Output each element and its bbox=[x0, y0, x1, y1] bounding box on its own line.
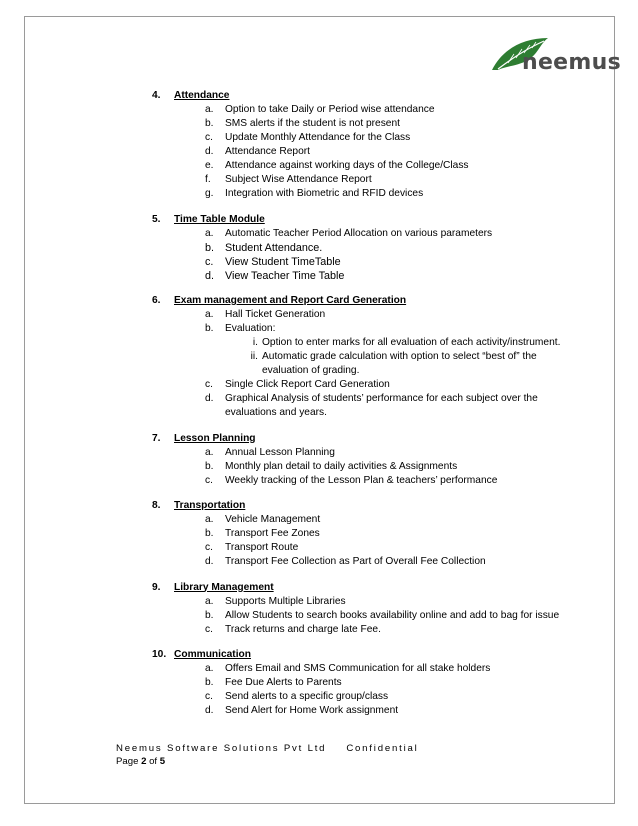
list-item bbox=[152, 690, 592, 704]
neemus-logo bbox=[488, 36, 621, 84]
list-marker: f. bbox=[205, 174, 211, 185]
section bbox=[152, 432, 592, 488]
list-item bbox=[152, 145, 592, 159]
list-item-text: Automatic grade calculation with option to select “best of” the bbox=[262, 351, 537, 362]
page-number bbox=[116, 755, 419, 768]
list-marker: c. bbox=[205, 542, 213, 553]
list-item-text: Evaluation: bbox=[225, 323, 276, 334]
list-item-text: Transport Fee Collection as Part of Overall Fee Collection bbox=[225, 556, 486, 567]
section-heading: Time Table Module bbox=[174, 213, 265, 225]
document-body bbox=[152, 89, 592, 730]
list-item bbox=[152, 159, 592, 173]
list-marker: a. bbox=[205, 595, 214, 607]
list-item-text: Hall Ticket Generation bbox=[225, 309, 326, 320]
list-marker: d. bbox=[205, 146, 214, 157]
list-item-text: Student Attendance. bbox=[225, 241, 323, 254]
list-item bbox=[152, 662, 592, 676]
list-item-text: View Student TimeTable bbox=[225, 255, 341, 268]
list-item bbox=[152, 322, 592, 336]
list-marker: c. bbox=[205, 623, 213, 635]
section-heading: Attendance bbox=[174, 90, 230, 101]
section-heading: Transportation bbox=[174, 500, 246, 511]
list-item bbox=[152, 378, 592, 392]
logo-text: neemus bbox=[522, 50, 621, 75]
list-item bbox=[152, 392, 592, 406]
list-item bbox=[152, 623, 592, 637]
list-item bbox=[152, 513, 592, 527]
list-item bbox=[152, 350, 592, 364]
section bbox=[152, 294, 592, 420]
section-heading: Library Management bbox=[174, 581, 274, 593]
list-marker: ii. bbox=[250, 351, 258, 362]
list-marker: c. bbox=[205, 255, 214, 268]
list-item bbox=[152, 308, 592, 322]
list-item-text: Annual Lesson Planning bbox=[225, 446, 335, 458]
list-marker: d. bbox=[205, 705, 214, 716]
list-marker: i. bbox=[252, 337, 258, 348]
section-title bbox=[152, 432, 592, 446]
page-current: 2 bbox=[141, 756, 147, 767]
list-item bbox=[152, 406, 592, 420]
list-marker: g. bbox=[205, 188, 214, 199]
section-heading: Exam management and Report Card Generation bbox=[174, 295, 407, 306]
list-item bbox=[152, 704, 592, 718]
section-number: 9. bbox=[152, 581, 161, 593]
section-number: 4. bbox=[152, 90, 161, 101]
list-marker: e. bbox=[205, 160, 214, 171]
list-item-text: Send alerts to a specific group/class bbox=[225, 691, 389, 702]
list-item-text: Attendance against working days of the College/Class bbox=[225, 160, 469, 171]
list-item bbox=[152, 255, 592, 269]
list-item bbox=[152, 460, 592, 474]
section bbox=[152, 648, 592, 718]
list-item bbox=[152, 336, 592, 350]
section-title bbox=[152, 213, 592, 227]
list-item-text: evaluations and years. bbox=[225, 407, 327, 418]
list-marker: d. bbox=[205, 393, 214, 404]
list-item-text: Vehicle Management bbox=[225, 514, 321, 525]
list-item bbox=[152, 474, 592, 488]
list-marker: a. bbox=[205, 227, 214, 239]
list-item bbox=[152, 446, 592, 460]
list-item-text: Offers Email and SMS Communication for all stake holders bbox=[225, 663, 491, 674]
list-marker: a. bbox=[205, 309, 214, 320]
list-item bbox=[152, 527, 592, 541]
list-marker: c. bbox=[205, 691, 213, 702]
section-number: 10. bbox=[152, 649, 167, 660]
list-item-text: SMS alerts if the student is not present bbox=[225, 118, 400, 129]
list-marker: b. bbox=[205, 528, 214, 539]
list-marker: b. bbox=[205, 677, 214, 688]
list-item bbox=[152, 555, 592, 569]
list-marker: a. bbox=[205, 663, 214, 674]
list-marker: a. bbox=[205, 104, 214, 115]
list-item-text: Subject Wise Attendance Report bbox=[225, 174, 372, 185]
list-item-text: Weekly tracking of the Lesson Plan & teachers’ performance bbox=[225, 474, 498, 486]
section-title bbox=[152, 648, 592, 662]
list-item-text: Graphical Analysis of students’ performance for each subject over the bbox=[225, 393, 538, 404]
list-item-text: Option to take Daily or Period wise attendance bbox=[225, 104, 435, 115]
list-item-text: Monthly plan detail to daily activities & Assignments bbox=[225, 460, 458, 472]
page-of-label: of bbox=[146, 756, 160, 767]
list-marker: c. bbox=[205, 379, 213, 390]
section bbox=[152, 499, 592, 569]
list-marker: b. bbox=[205, 460, 214, 472]
list-item bbox=[152, 103, 592, 117]
list-item-text: evaluation of grading. bbox=[262, 365, 360, 376]
section-title bbox=[152, 89, 592, 103]
list-item-text: Allow Students to search books availability online and add to bag for issue bbox=[225, 609, 560, 621]
list-item bbox=[152, 117, 592, 131]
footer-confidential: Confidential bbox=[346, 743, 419, 754]
section bbox=[152, 213, 592, 283]
list-item-text: Attendance Report bbox=[225, 146, 310, 157]
list-item bbox=[152, 173, 592, 187]
section-number: 8. bbox=[152, 500, 161, 511]
section-title bbox=[152, 581, 592, 595]
list-item bbox=[152, 676, 592, 690]
list-item bbox=[152, 269, 592, 283]
list-marker: d. bbox=[205, 269, 215, 282]
section-number: 6. bbox=[152, 295, 161, 306]
list-item-text: Transport Route bbox=[225, 542, 299, 553]
list-item bbox=[152, 609, 592, 623]
section-heading: Lesson Planning bbox=[174, 432, 256, 444]
list-item-text: View Teacher Time Table bbox=[225, 269, 345, 282]
list-item-text: Track returns and charge late Fee. bbox=[225, 623, 381, 635]
list-marker: d. bbox=[205, 556, 214, 567]
section-number: 5. bbox=[152, 213, 161, 225]
list-item bbox=[152, 541, 592, 555]
list-marker: a. bbox=[205, 446, 214, 458]
section-title bbox=[152, 499, 592, 513]
section-number: 7. bbox=[152, 432, 161, 444]
list-item-text: Transport Fee Zones bbox=[225, 528, 320, 539]
list-marker: c. bbox=[205, 132, 213, 143]
list-marker: b. bbox=[205, 118, 214, 129]
list-marker: b. bbox=[205, 323, 214, 334]
page-label: Page bbox=[116, 756, 142, 767]
list-marker: b. bbox=[205, 609, 214, 621]
list-item bbox=[152, 227, 592, 241]
list-item-text: Integration with Biometric and RFID devices bbox=[225, 188, 424, 199]
list-item bbox=[152, 595, 592, 609]
footer-company: Neemus Software Solutions Pvt Ltd bbox=[116, 743, 327, 754]
section bbox=[152, 581, 592, 637]
list-item-text: Automatic Teacher Period Allocation on various parameters bbox=[225, 227, 493, 239]
list-item bbox=[152, 131, 592, 145]
list-marker: b. bbox=[205, 241, 215, 254]
list-item-text: Fee Due Alerts to Parents bbox=[225, 677, 342, 688]
list-item-text: Option to enter marks for all evaluation of each activity/instrument. bbox=[262, 337, 561, 348]
list-item bbox=[152, 187, 592, 201]
list-item-text: Supports Multiple Libraries bbox=[225, 595, 346, 607]
list-item-text: Update Monthly Attendance for the Class bbox=[225, 132, 411, 143]
list-item-text: Send Alert for Home Work assignment bbox=[225, 705, 399, 716]
list-item bbox=[152, 241, 592, 255]
list-item bbox=[152, 364, 592, 378]
list-item-text: Single Click Report Card Generation bbox=[225, 379, 390, 390]
section bbox=[152, 89, 592, 201]
section-heading: Communication bbox=[174, 649, 251, 660]
page-footer bbox=[116, 742, 419, 768]
section-title bbox=[152, 294, 592, 308]
list-marker: a. bbox=[205, 514, 214, 525]
page-total: 5 bbox=[159, 756, 166, 767]
list-marker: c. bbox=[205, 474, 213, 486]
